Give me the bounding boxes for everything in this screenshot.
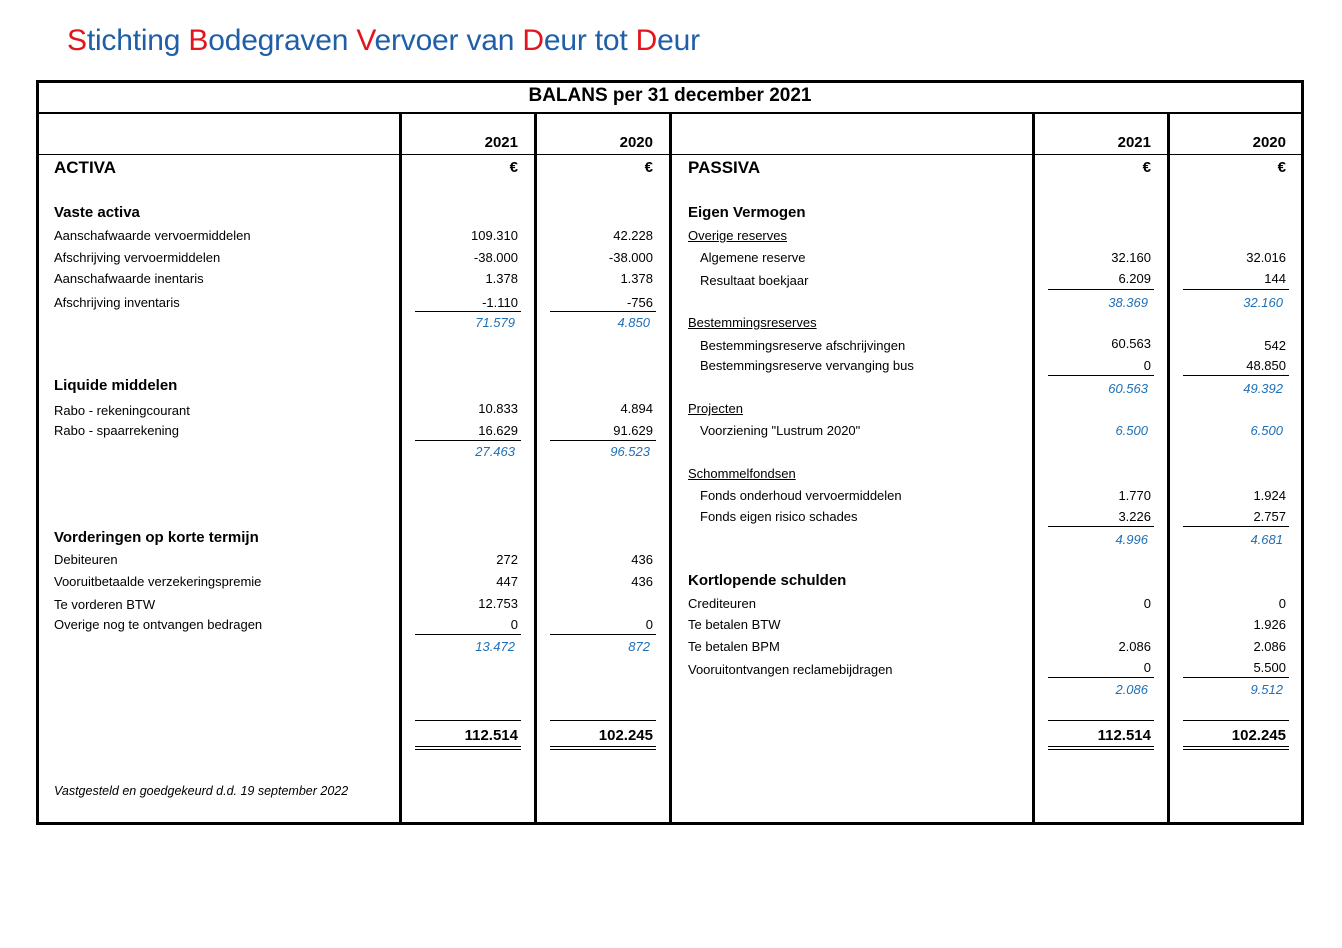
subtotal-line [550, 634, 656, 635]
value-2021: 16.629 [478, 423, 518, 438]
value-2020: 91.629 [613, 423, 653, 438]
value-2020: 542 [1264, 338, 1286, 353]
row-label: Aanschafwaarde vervoermiddelen [54, 228, 251, 243]
row-label: Te betalen BPM [688, 639, 780, 654]
subtotal-line [1048, 375, 1154, 376]
value-2020: 4.894 [620, 401, 653, 416]
value-2021: 32.160 [1111, 250, 1151, 265]
grand-total-double-line [1183, 746, 1289, 750]
subtotal-line [415, 634, 521, 635]
subtotal-2021: 2.086 [1115, 682, 1148, 697]
value-2020: 436 [631, 574, 653, 589]
subtotal-line [415, 440, 521, 441]
kortlopende-schulden-heading: Kortlopende schulden [688, 572, 847, 589]
vaste-activa-heading: Vaste activa [54, 204, 140, 221]
value-2020: 0 [645, 617, 653, 632]
subtotal-line [1048, 289, 1154, 290]
value-2020: 2.086 [1253, 639, 1286, 654]
activa-grand-total-2020: 102.245 [598, 727, 653, 744]
value-2021: 0 [1143, 358, 1151, 373]
activa-year-2020: 2020 [619, 134, 653, 151]
subtotal-2020: 32.160 [1243, 295, 1283, 310]
subtotal-2020: 872 [628, 639, 650, 654]
value-2020: 0 [1278, 596, 1286, 611]
subtotal-2020: 49.392 [1243, 381, 1283, 396]
subtotal-line [1183, 526, 1289, 527]
value-2021: 0 [1143, 596, 1151, 611]
subtotal-2020: 9.512 [1250, 682, 1283, 697]
subtotal-2020: 4.850 [617, 315, 650, 330]
subtotal-2021: 4.996 [1115, 532, 1148, 547]
passiva-grand-total-2020: 102.245 [1231, 727, 1286, 744]
row-label: Bestemmingsreserve vervanging bus [700, 358, 914, 373]
row-label: Afschrijving vervoermiddelen [54, 250, 221, 265]
liquide-middelen-heading: Liquide middelen [54, 377, 178, 394]
value-2021: 447 [496, 574, 518, 589]
currency-symbol: € [509, 159, 518, 176]
row-label: Vooruitontvangen reclamebijdragen [688, 662, 893, 677]
passiva-year-2021: 2021 [1117, 134, 1151, 151]
subtotal-line [1183, 289, 1289, 290]
value-2021: 0 [1143, 660, 1151, 675]
subtotal-2021: 13.472 [475, 639, 515, 654]
row-label: Aanschafwaarde inentaris [54, 271, 204, 286]
row-label: Te betalen BTW [688, 617, 781, 632]
subtotal-line [1048, 526, 1154, 527]
row-label: Fonds onderhoud vervoermiddelen [700, 488, 902, 503]
value-2020: 48.850 [1246, 358, 1286, 373]
grand-total-line [415, 720, 521, 721]
grand-total-double-line [550, 746, 656, 750]
value-2021: 1.770 [1118, 488, 1151, 503]
subtotal-2020: 4.681 [1250, 532, 1283, 547]
subtotal-line [415, 311, 521, 312]
passiva-title: PASSIVA [688, 158, 761, 177]
row-label: Rabo - rekeningcourant [54, 403, 190, 418]
row-label: Fonds eigen risico schades [700, 509, 858, 524]
bestemmingsreserves-heading: Bestemmingsreserves [688, 315, 817, 330]
subtotal-line [1183, 677, 1289, 678]
row-label: Vooruitbetaalde verzekeringspremie [54, 574, 262, 589]
value-2021: -38.000 [473, 250, 518, 265]
value-2020: 144 [1264, 271, 1286, 286]
value-2020: 1.924 [1253, 488, 1286, 503]
vorderingen-heading: Vorderingen op korte termijn [54, 529, 259, 546]
currency-symbol: € [1277, 159, 1286, 176]
value-2020: 32.016 [1246, 250, 1286, 265]
subtotal-2020: 96.523 [610, 444, 650, 459]
value-2021: 10.833 [478, 401, 518, 416]
value-2021: 3.226 [1118, 509, 1151, 524]
value-2020: 2.757 [1253, 509, 1286, 524]
row-label: Overige nog te ontvangen bedragen [54, 617, 263, 632]
value-2021: 12.753 [478, 596, 518, 611]
subtotal-line [550, 440, 656, 441]
passiva-year-2020: 2020 [1252, 134, 1286, 151]
grand-total-line [1183, 720, 1289, 721]
subtotal-2021: 71.579 [475, 315, 515, 330]
year-header-divider [36, 154, 1304, 155]
value-2021: 0 [510, 617, 518, 632]
row-label: Voorziening "Lustrum 2020" [700, 423, 861, 438]
row-label: Resultaat boekjaar [700, 273, 809, 288]
projecten-heading: Projecten [688, 401, 743, 416]
value-2020: 5.500 [1253, 660, 1286, 675]
row-label: Bestemmingsreserve afschrijvingen [700, 338, 906, 353]
eigen-vermogen-heading: Eigen Vermogen [688, 204, 806, 221]
value-2021: 272 [496, 552, 518, 567]
overige-reserves-heading: Overige reserves [688, 228, 787, 243]
value-2020: -38.000 [608, 250, 653, 265]
currency-symbol: € [1142, 159, 1151, 176]
activa-year-2021: 2021 [484, 134, 518, 151]
row-label: Debiteuren [54, 552, 118, 567]
grand-total-line [550, 720, 656, 721]
value-2021: 6.209 [1118, 271, 1151, 286]
value-2021: 109.310 [471, 228, 518, 243]
grand-total-double-line [1048, 746, 1154, 750]
row-label: Te vorderen BTW [54, 597, 156, 612]
value-2020: 42.228 [613, 228, 653, 243]
value-2021: 6.500 [1115, 423, 1148, 438]
value-2020: 1.926 [1253, 617, 1286, 632]
value-2021: 60.563 [1111, 336, 1151, 351]
column-divider [1032, 114, 1035, 825]
subtotal-line [1183, 375, 1289, 376]
currency-symbol: € [644, 159, 653, 176]
balance-heading: BALANS per 31 december 2021 [528, 85, 812, 106]
activa-title: ACTIVA [54, 158, 117, 177]
row-label: Algemene reserve [700, 250, 806, 265]
subtotal-2021: 27.463 [475, 444, 515, 459]
value-2020: 436 [631, 552, 653, 567]
schommelfondsen-heading: Schommelfondsen [688, 466, 796, 481]
subtotal-line [550, 311, 656, 312]
column-divider [1167, 114, 1170, 825]
passiva-grand-total-2021: 112.514 [1097, 727, 1151, 744]
approval-note: Vastgesteld en goedgekeurd d.d. 19 september 2022 [54, 784, 349, 798]
value-2020: -756 [626, 295, 653, 310]
subtotal-line [1048, 677, 1154, 678]
grand-total-line [1048, 720, 1154, 721]
column-divider [399, 114, 402, 825]
value-2020: 1.378 [620, 271, 653, 286]
subtotal-2021: 60.563 [1108, 381, 1148, 396]
subtotal-2021: 38.369 [1108, 295, 1148, 310]
row-label: Crediteuren [688, 596, 756, 611]
value-2021: 2.086 [1118, 639, 1151, 654]
row-label: Afschrijving inventaris [54, 295, 180, 310]
value-2021: 1.378 [485, 271, 518, 286]
activa-grand-total-2021: 112.514 [464, 727, 518, 744]
value-2020: 6.500 [1250, 423, 1283, 438]
organization-title: Stichting Bodegraven Vervoer van Deur tot Deur [67, 24, 700, 57]
column-divider [534, 114, 537, 825]
column-divider [669, 114, 672, 825]
grand-total-double-line [415, 746, 521, 750]
value-2021: -1.110 [482, 295, 518, 310]
row-label: Rabo - spaarrekening [54, 423, 180, 438]
